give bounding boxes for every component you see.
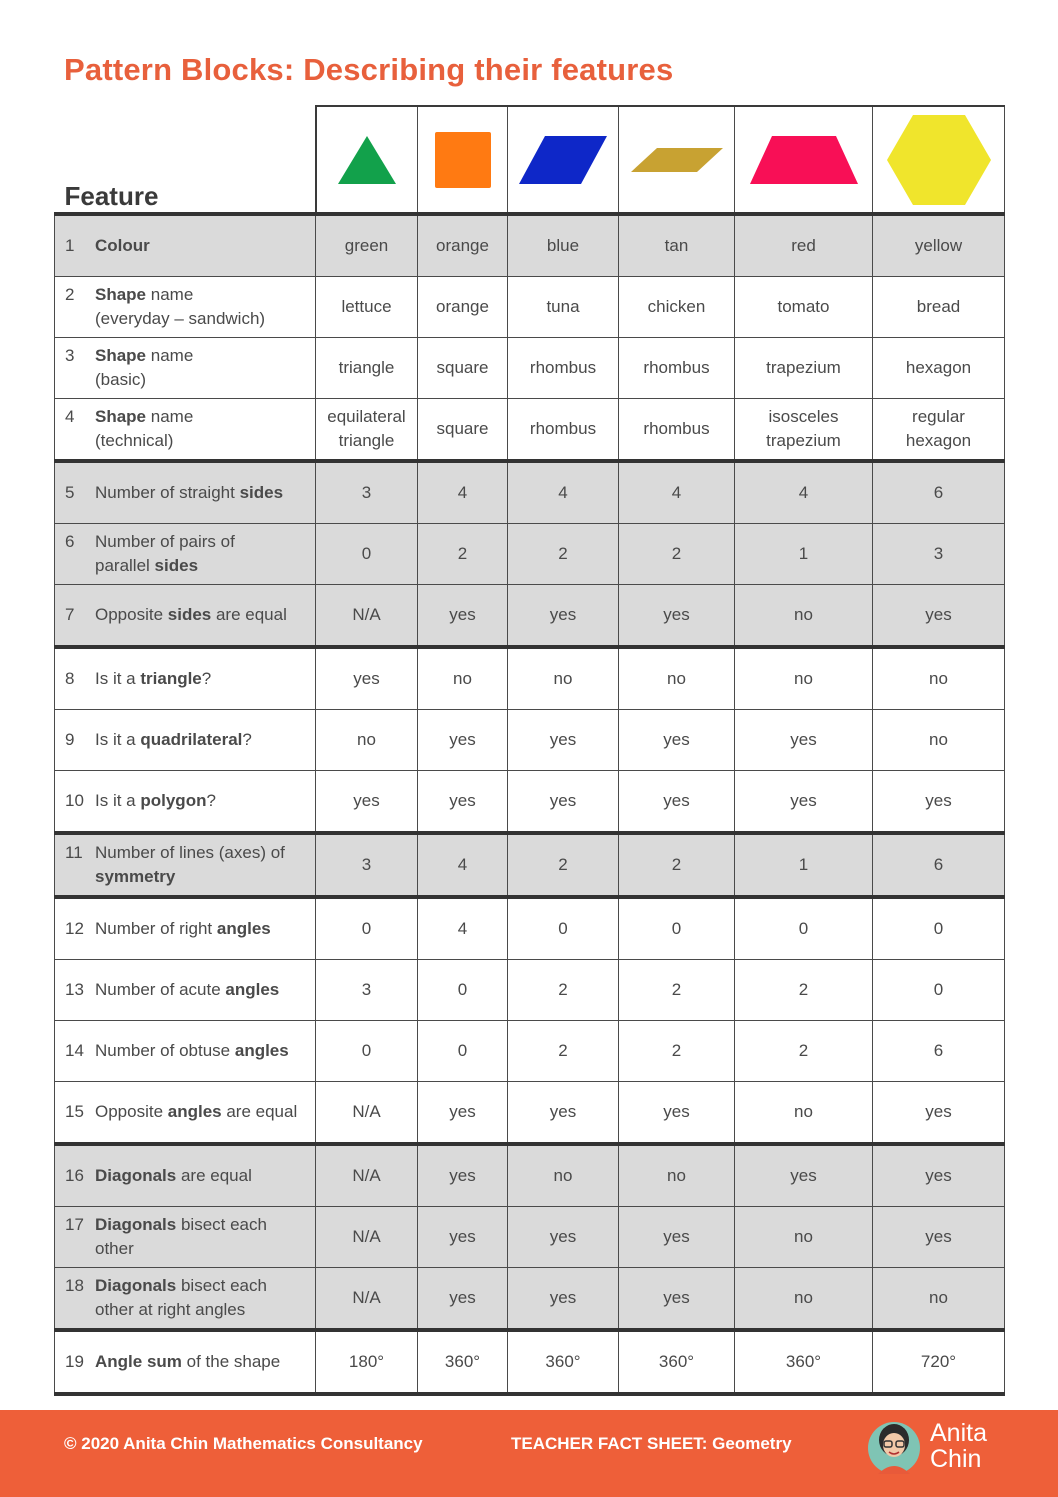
feature-keyword: angles	[225, 980, 280, 999]
feature-keyword: triangle	[140, 669, 202, 688]
value-cell: orange	[418, 277, 508, 338]
feature-text-part: ?	[201, 669, 212, 688]
row-number: 2	[65, 285, 75, 304]
footer-brand	[930, 1420, 987, 1472]
value-cell: tomato	[735, 277, 873, 338]
value-cell: 360°	[418, 1330, 508, 1394]
table-row	[55, 399, 1005, 462]
value-cell: yes	[418, 1082, 508, 1145]
value-cell: no	[735, 1082, 873, 1145]
feature-text	[95, 978, 315, 1002]
value-cell: lettuce	[316, 277, 418, 338]
row-number: 15	[65, 1102, 84, 1121]
feature-label-cell	[55, 1330, 316, 1394]
feature-text-part: name (technical)	[95, 407, 194, 450]
value-cell: chicken	[619, 277, 735, 338]
value-cell: yes	[418, 1268, 508, 1331]
value-cell: 4	[418, 897, 508, 960]
footer-copyright: © 2020 Anita Chin Mathematics Consultancy	[64, 1434, 423, 1453]
value-cell: N/A	[316, 585, 418, 648]
value-cell: N/A	[316, 1207, 418, 1268]
value-cell: 3	[316, 960, 418, 1021]
feature-keyword: symmetry	[95, 867, 176, 886]
feature-text-part: Number of right	[95, 919, 217, 938]
value-cell: orange	[418, 214, 508, 277]
orange-square-block-icon	[432, 129, 494, 191]
value-cell: yes	[619, 710, 735, 771]
value-cell: no	[873, 1268, 1005, 1331]
value-cell: equilateral triangle	[316, 399, 418, 462]
value-cell: 0	[873, 897, 1005, 960]
row-number: 4	[65, 407, 75, 426]
value-cell: 360°	[508, 1330, 619, 1394]
table-row	[55, 647, 1005, 710]
value-cell: yellow	[873, 214, 1005, 277]
value-cell: yes	[873, 1082, 1005, 1145]
value-cell: triangle	[316, 338, 418, 399]
green-triangle-block-icon	[332, 130, 402, 190]
value-cell: yes	[418, 1144, 508, 1207]
table-row	[55, 833, 1005, 897]
table-row	[55, 960, 1005, 1021]
tan-rhombus-block-icon	[627, 140, 727, 180]
value-cell: 0	[873, 960, 1005, 1021]
brand-first-name: Anita	[930, 1419, 987, 1447]
red-trapezium-block-icon	[746, 130, 862, 190]
yellow-hexagon-block-icon	[883, 112, 995, 208]
value-cell: yes	[508, 1207, 619, 1268]
brand-last-name: Chin	[930, 1445, 982, 1473]
feature-label-cell	[55, 399, 316, 462]
value-cell: rhombus	[619, 399, 735, 462]
table-row	[55, 461, 1005, 524]
value-cell: 2	[508, 524, 619, 585]
value-cell: no	[735, 647, 873, 710]
value-cell: 3	[316, 833, 418, 897]
value-cell: yes	[619, 771, 735, 834]
value-cell: trapezium	[735, 338, 873, 399]
value-cell: 180°	[316, 1330, 418, 1394]
value-cell: red	[735, 214, 873, 277]
row-number: 17	[65, 1215, 84, 1234]
feature-label-cell	[55, 833, 316, 897]
table-row	[55, 897, 1005, 960]
value-cell: yes	[873, 1144, 1005, 1207]
feature-keyword: Diagonals	[95, 1276, 177, 1295]
feature-text-part: ?	[206, 791, 216, 810]
value-cell: 1	[735, 524, 873, 585]
row-number: 3	[65, 346, 75, 365]
feature-label-cell	[55, 461, 316, 524]
feature-label-cell	[55, 277, 316, 338]
value-cell: no	[735, 1207, 873, 1268]
value-cell: N/A	[316, 1144, 418, 1207]
value-cell: 0	[418, 1021, 508, 1082]
feature-text	[95, 405, 315, 453]
feature-heading: Feature	[55, 106, 316, 214]
value-cell: 0	[508, 897, 619, 960]
feature-text-part: ?	[242, 730, 252, 749]
feature-text-part: Is it a	[95, 791, 141, 810]
feature-text-part: Number of pairs of parallel	[95, 532, 235, 575]
value-cell: yes	[619, 1207, 735, 1268]
value-cell: yes	[316, 647, 418, 710]
row-number: 7	[65, 605, 75, 624]
feature-text-part: bisect each other at right angles	[95, 1276, 267, 1319]
value-cell: rhombus	[619, 338, 735, 399]
value-cell: yes	[735, 1144, 873, 1207]
value-cell: yes	[873, 771, 1005, 834]
value-cell: green	[316, 214, 418, 277]
row-number: 10	[65, 791, 84, 810]
table-row	[55, 1268, 1005, 1331]
value-cell: 2	[508, 833, 619, 897]
page-title: Pattern Blocks: Describing their features	[64, 52, 674, 87]
value-cell: no	[316, 710, 418, 771]
row-number: 13	[65, 980, 84, 999]
value-cell: N/A	[316, 1268, 418, 1331]
feature-label-cell	[55, 214, 316, 277]
feature-text-part: Opposite	[95, 1102, 168, 1121]
value-cell: no	[735, 585, 873, 648]
value-cell: yes	[873, 1207, 1005, 1268]
value-cell: yes	[508, 585, 619, 648]
feature-label-cell	[55, 524, 316, 585]
value-cell: no	[873, 647, 1005, 710]
feature-text-part: Is it a	[95, 730, 141, 749]
feature-label-cell	[55, 897, 316, 960]
value-cell: square	[418, 338, 508, 399]
value-cell: 3	[316, 461, 418, 524]
table-row	[55, 338, 1005, 399]
value-cell: yes	[873, 585, 1005, 648]
feature-text	[95, 234, 315, 258]
feature-keyword: Shape	[95, 285, 147, 304]
table-row	[55, 585, 1005, 648]
feature-label-cell	[55, 338, 316, 399]
feature-keyword: sides	[154, 556, 199, 575]
row-number: 19	[65, 1352, 84, 1371]
value-cell: no	[508, 1144, 619, 1207]
value-cell: 0	[418, 960, 508, 1021]
value-cell: tan	[619, 214, 735, 277]
value-cell: yes	[508, 710, 619, 771]
features-table	[54, 105, 1005, 1396]
value-cell: yes	[619, 1082, 735, 1145]
table-row	[55, 277, 1005, 338]
value-cell: isosceles trapezium	[735, 399, 873, 462]
value-cell: yes	[508, 771, 619, 834]
blue-rhombus-block-icon	[515, 130, 611, 190]
table-row	[55, 1144, 1005, 1207]
row-number: 9	[65, 730, 75, 749]
value-cell: no	[735, 1268, 873, 1331]
value-cell: no	[619, 647, 735, 710]
value-cell: 0	[316, 897, 418, 960]
feature-label-cell	[55, 771, 316, 834]
value-cell: bread	[873, 277, 1005, 338]
value-cell: 2	[508, 960, 619, 1021]
feature-text	[95, 728, 315, 752]
value-cell: square	[418, 399, 508, 462]
value-cell: no	[418, 647, 508, 710]
feature-keyword: Diagonals	[95, 1215, 177, 1234]
value-cell: 0	[316, 1021, 418, 1082]
row-number: 14	[65, 1041, 84, 1060]
value-cell: yes	[418, 710, 508, 771]
value-cell: 2	[418, 524, 508, 585]
row-number: 12	[65, 919, 84, 938]
value-cell: 2	[619, 524, 735, 585]
value-cell: 4	[418, 461, 508, 524]
table-row	[55, 1330, 1005, 1394]
feature-label-cell	[55, 1268, 316, 1331]
value-cell: no	[508, 647, 619, 710]
feature-text	[95, 841, 315, 889]
value-cell: 360°	[735, 1330, 873, 1394]
value-cell: yes	[619, 585, 735, 648]
value-cell: 4	[418, 833, 508, 897]
row-number: 8	[65, 669, 75, 688]
value-cell: 1	[735, 833, 873, 897]
feature-label-cell	[55, 1207, 316, 1268]
feature-text-part: Number of acute	[95, 980, 226, 999]
value-cell: regular hexagon	[873, 399, 1005, 462]
row-number: 5	[65, 483, 75, 502]
value-cell: 4	[619, 461, 735, 524]
feature-text	[95, 1164, 315, 1188]
feature-label-cell	[55, 710, 316, 771]
table-row	[55, 1021, 1005, 1082]
value-cell: 720°	[873, 1330, 1005, 1394]
feature-keyword: Shape	[95, 407, 147, 426]
value-cell: 2	[508, 1021, 619, 1082]
feature-text-part: name (everyday – sandwich)	[95, 285, 266, 328]
value-cell: 0	[735, 897, 873, 960]
value-cell: 0	[619, 897, 735, 960]
feature-text-part: are equal	[221, 1102, 298, 1121]
value-cell: 3	[873, 524, 1005, 585]
feature-label-cell	[55, 647, 316, 710]
value-cell: no	[619, 1144, 735, 1207]
feature-text-part: Number of straight	[95, 483, 240, 502]
value-cell: yes	[508, 1082, 619, 1145]
feature-text	[95, 603, 315, 627]
feature-text	[95, 1274, 315, 1322]
row-number: 18	[65, 1276, 84, 1295]
value-cell: 2	[619, 1021, 735, 1082]
feature-keyword: angles	[234, 1041, 289, 1060]
feature-text-part: Is it a	[95, 669, 141, 688]
header-row	[55, 106, 1005, 214]
footer-bar	[0, 1410, 1058, 1497]
feature-text-part: are equal	[176, 1166, 252, 1185]
value-cell: hexagon	[873, 338, 1005, 399]
feature-label-cell	[55, 585, 316, 648]
value-cell: yes	[735, 710, 873, 771]
value-cell: rhombus	[508, 338, 619, 399]
row-number: 11	[65, 843, 83, 862]
feature-text	[95, 481, 315, 505]
feature-label-cell	[55, 1021, 316, 1082]
value-cell: N/A	[316, 1082, 418, 1145]
value-cell: yes	[316, 771, 418, 834]
feature-label-cell	[55, 1144, 316, 1207]
value-cell: 6	[873, 461, 1005, 524]
value-cell: rhombus	[508, 399, 619, 462]
feature-keyword: angles	[167, 1102, 222, 1121]
feature-text-part: Number of lines (axes) of	[95, 843, 285, 862]
feature-keyword: Colour	[95, 236, 150, 255]
table-row	[55, 771, 1005, 834]
value-cell: tuna	[508, 277, 619, 338]
table-row	[55, 710, 1005, 771]
feature-text	[95, 283, 315, 331]
feature-text-part: of the shape	[181, 1352, 281, 1371]
row-number: 1	[65, 236, 75, 255]
value-cell: yes	[418, 771, 508, 834]
feature-text	[95, 1350, 315, 1374]
value-cell: yes	[735, 771, 873, 834]
feature-keyword: sides	[167, 605, 212, 624]
value-cell: 2	[619, 833, 735, 897]
feature-text-part: Number of obtuse	[95, 1041, 235, 1060]
feature-keyword: Shape	[95, 346, 147, 365]
row-number: 6	[65, 532, 75, 551]
table-row	[55, 1082, 1005, 1145]
feature-text	[95, 917, 315, 941]
feature-label-cell	[55, 960, 316, 1021]
value-cell: 6	[873, 833, 1005, 897]
feature-text	[95, 789, 315, 813]
feature-keyword: sides	[239, 483, 284, 502]
value-cell: 4	[735, 461, 873, 524]
feature-text	[95, 1039, 315, 1063]
value-cell: yes	[418, 585, 508, 648]
feature-text	[95, 1100, 315, 1124]
feature-keyword: polygon	[140, 791, 207, 810]
feature-text	[95, 667, 315, 691]
value-cell: 2	[735, 960, 873, 1021]
feature-text	[95, 344, 315, 392]
table-row	[55, 524, 1005, 585]
feature-keyword: quadrilateral	[140, 730, 243, 749]
value-cell: yes	[619, 1268, 735, 1331]
value-cell: 360°	[619, 1330, 735, 1394]
feature-text-part: bisect each other	[95, 1215, 267, 1258]
feature-text	[95, 1213, 315, 1261]
value-cell: blue	[508, 214, 619, 277]
value-cell: 6	[873, 1021, 1005, 1082]
feature-text-part: Opposite	[95, 605, 168, 624]
value-cell: yes	[508, 1268, 619, 1331]
value-cell: yes	[418, 1207, 508, 1268]
value-cell: no	[873, 710, 1005, 771]
value-cell: 2	[735, 1021, 873, 1082]
value-cell: 2	[619, 960, 735, 1021]
value-cell: 4	[508, 461, 619, 524]
footer-sheet-title: TEACHER FACT SHEET: Geometry	[511, 1434, 792, 1453]
feature-text-part: are equal	[211, 605, 287, 624]
feature-text	[95, 530, 315, 578]
value-cell: 0	[316, 524, 418, 585]
feature-label-cell	[55, 1082, 316, 1145]
feature-keyword: Angle sum	[95, 1352, 182, 1371]
table-row	[55, 214, 1005, 277]
feature-text-part: name (basic)	[95, 346, 194, 389]
feature-keyword: Diagonals	[95, 1166, 177, 1185]
feature-keyword: angles	[216, 919, 271, 938]
table-row	[55, 1207, 1005, 1268]
row-number: 16	[65, 1166, 84, 1185]
